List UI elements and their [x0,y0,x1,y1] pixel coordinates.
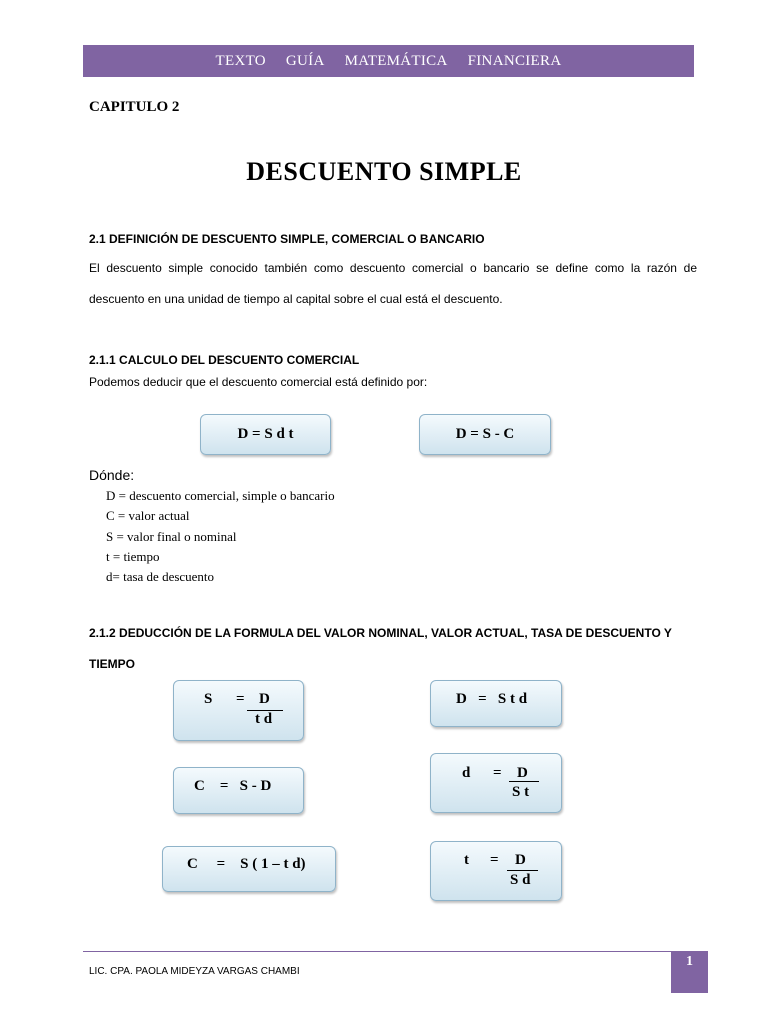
footer-divider [83,951,671,952]
formula-denominator: t d [255,711,273,727]
formula-lhs: d [462,765,471,781]
formula-box-s [173,680,304,741]
section-heading-2-1-1: 2.1.1 CALCULO DEL DESCUENTO COMERCIAL [89,353,360,367]
formula-lhs: t [464,852,469,868]
header-word: FINANCIERA [467,52,562,69]
definition-item: t = tiempo [106,548,160,564]
formula-text: C = S ( 1 – t d) [187,856,306,872]
chapter-label: CAPITULO 2 [89,99,180,115]
formula-equals: = [236,691,245,707]
formula-equals: = [493,765,502,781]
header-word: GUÍA [285,52,325,69]
footer-author: LIC. CPA. PAOLA MIDEYZA VARGAS CHAMBI [89,966,300,977]
formula-box-c-s-minus-d [173,767,304,814]
donde-title: Dónde: [89,467,135,483]
fraction-bar [509,781,539,782]
header-word: TEXTO [215,52,266,69]
formula-text: D = S t d [456,691,528,707]
formula-numerator: D [515,852,526,868]
formula-denominator: S d [510,872,531,888]
formula-box-d-rate [430,753,562,813]
formula-text: D = S - C [455,426,515,442]
intro-paragraph: Podemos deducir que el descuento comercial está definido por: [89,375,428,389]
formula-box-d-sdt [200,414,331,455]
formula-box-t [430,841,562,901]
definition-paragraph: El descuento simple conocido también como descuento comercial o bancario se define como la razón de descuento en una unidad de tiempo al capital sobre el cual está el descuento. [89,261,697,306]
formula-numerator: D [259,691,270,707]
formula-lhs: S [204,691,213,707]
header-bar [83,45,694,77]
definition-item: C = valor actual [106,508,190,524]
formula-denominator: S t [512,784,530,800]
formula-box-c-full [162,846,336,892]
page-number: 1 [671,951,708,993]
formula-numerator: D [517,765,528,781]
formula-text: C = S - D [194,778,272,794]
fraction-bar [507,870,538,871]
definitions-list [106,486,335,587]
formula-equals: = [490,852,499,868]
definition-item: D = descuento comercial, simple o bancario [106,488,335,503]
formula-box-d-std [430,680,562,727]
section-heading-2-1: 2.1 DEFINICIÓN DE DESCUENTO SIMPLE, COMERCIAL O BANCARIO [89,232,485,246]
definition-item: S = valor final o nominal [106,528,237,544]
header-word: MATEMÁTICA [344,52,448,69]
definition-item: d= tasa de descuento [106,569,215,585]
section-heading-2-1-2: 2.1.2 DEDUCCIÓN DE LA FORMULA DEL VALOR NOMINAL, VALOR ACTUAL, TASA DE DESCUENTO Y [89,626,672,640]
page-title: DESCUENTO SIMPLE [246,157,522,186]
formula-text: D = S d t [237,426,294,442]
section-heading-2-1-2-cont: TIEMPO [89,657,136,671]
formula-box-d-s-minus-c [419,414,551,455]
